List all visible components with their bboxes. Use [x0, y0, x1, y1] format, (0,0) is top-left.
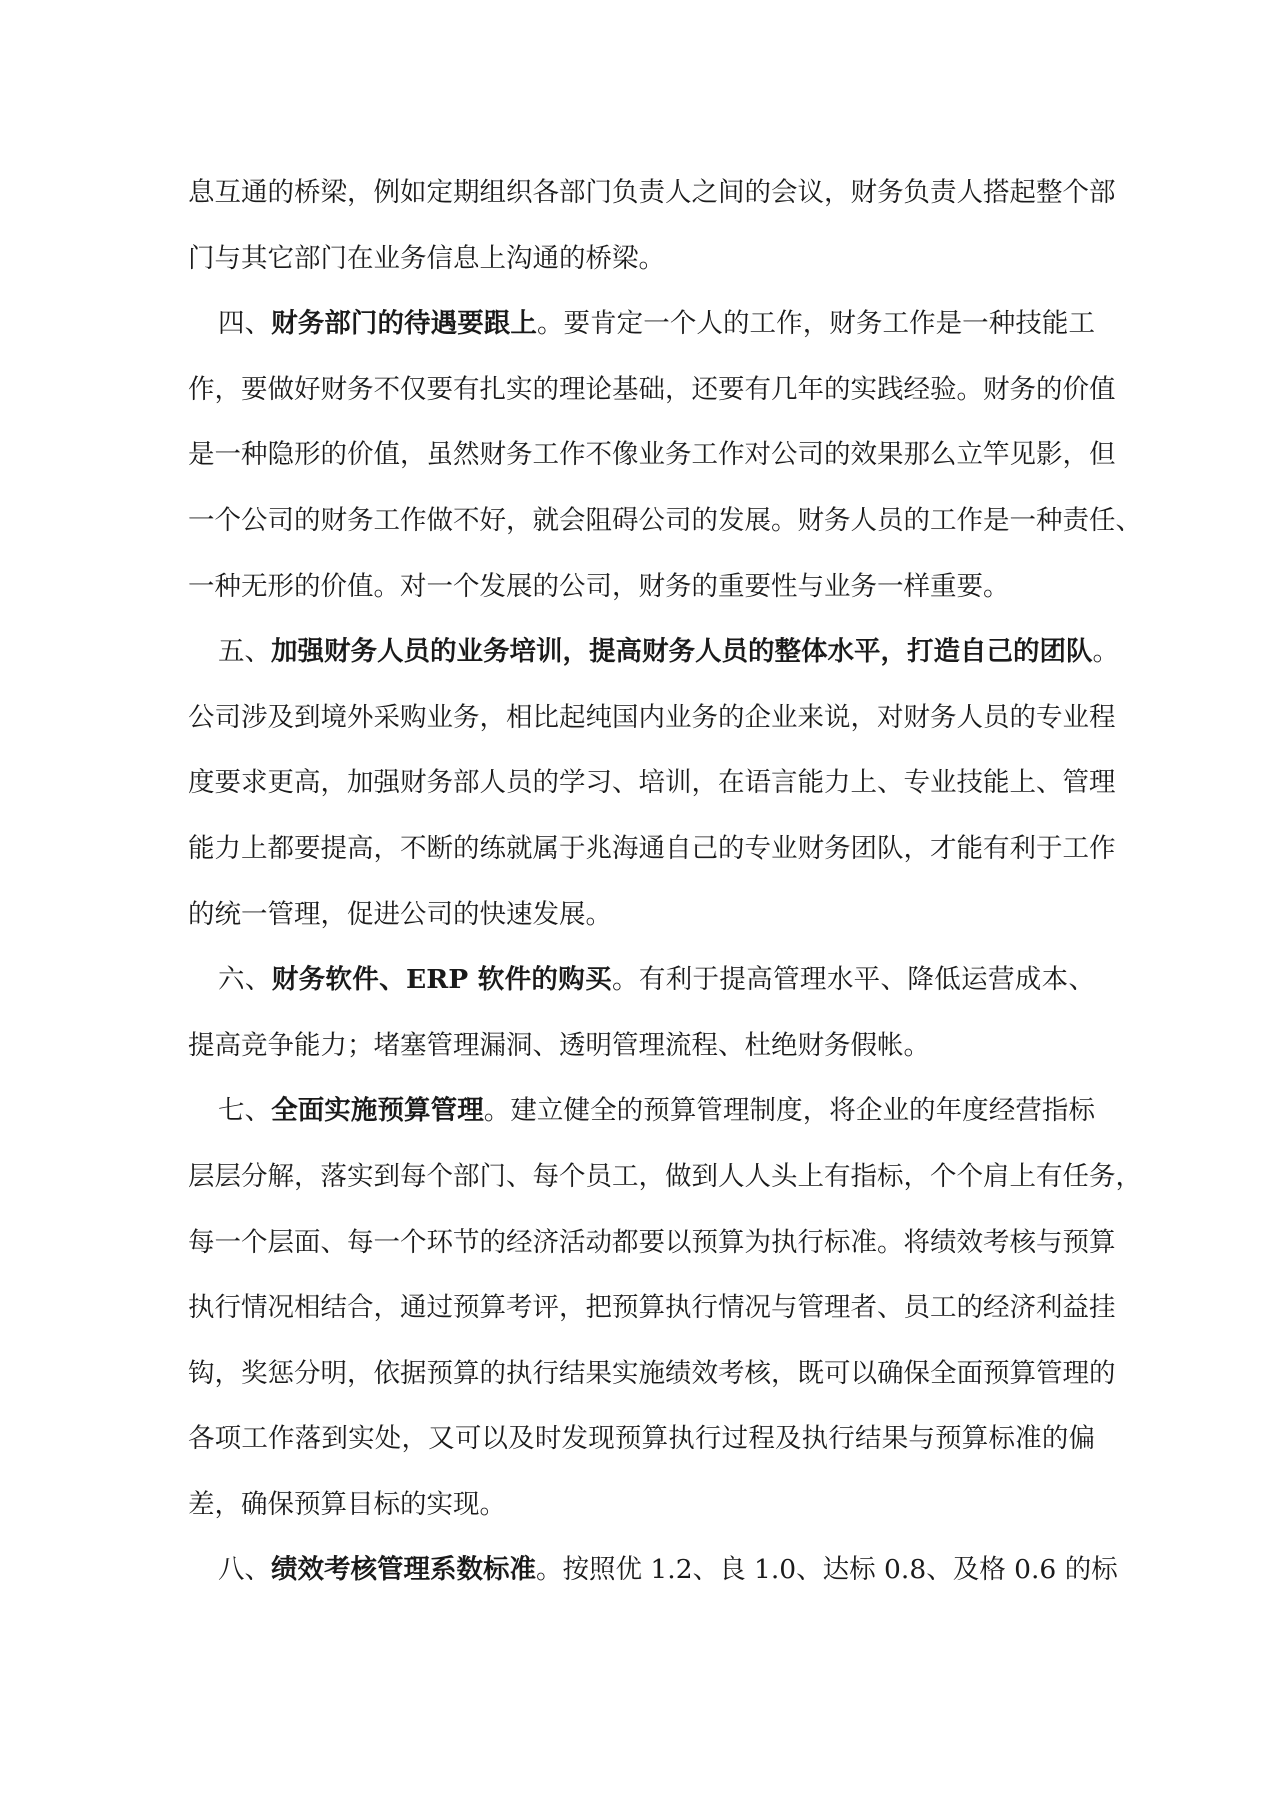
text-line: [188, 291, 1095, 357]
text-line: [188, 488, 1142, 554]
body-text: 门与其它部门在业务信息上沟通的桥梁。: [188, 242, 665, 274]
body-text: 提高竞争能力；堵塞管理漏洞、透明管理流程、杜绝财务假帐。: [188, 1029, 930, 1061]
text-line: [188, 1406, 1095, 1472]
text-line: [188, 1078, 1095, 1144]
text-line: [188, 357, 1116, 423]
bold-heading-text: 加强财务人员的业务培训，提高财务人员的整体水平，打造自己的团队: [271, 636, 1093, 668]
text-line: [188, 882, 1095, 948]
body-text: 五、: [218, 636, 271, 668]
paragraph: [188, 1078, 1142, 1537]
text-line: [188, 422, 1116, 488]
text-line: [188, 1013, 1095, 1079]
bold-heading-text: 财务软件、ERP 软件的购买: [271, 964, 612, 996]
body-text: 一种无形的价值。对一个发展的公司，财务的重要性与业务一样重要。: [188, 570, 1010, 602]
paragraph: [188, 619, 1119, 947]
body-text: 八、: [218, 1554, 271, 1586]
paragraph: [188, 1537, 1118, 1603]
body-text: 四、: [218, 308, 272, 340]
paragraph: [188, 947, 1095, 1078]
body-text: 息互通的桥梁，例如定期组织各部门负责人之间的会议，财务负责人搭起整个部: [188, 177, 1116, 208]
text-line: [188, 226, 1095, 292]
bold-heading-text: 全面实施预算管理: [271, 1095, 484, 1127]
text-line: [188, 947, 1095, 1013]
body-text: 六、: [218, 964, 272, 996]
body-text: 。: [1092, 636, 1119, 668]
body-text: 。有利于提高管理水平、降低运营成本、: [612, 964, 1096, 996]
body-text: 各项工作落到实处，又可以及时发现预算执行过程及执行结果与预算标准的偏: [188, 1423, 1095, 1455]
text-line: [188, 160, 1116, 226]
document-body: [188, 160, 1142, 1603]
body-text: 钩，奖惩分明，依据预算的执行结果实施绩效考核，既可以确保全面预算管理的: [188, 1357, 1116, 1389]
paragraph: [188, 291, 1142, 619]
bold-heading-text: 财务部门的待遇要跟上: [271, 308, 537, 340]
body-text: 公司涉及到境外采购业务，相比起纯国内业务的企业来说，对财务人员的专业程: [188, 701, 1116, 733]
bold-heading-text: 绩效考核管理系数标准: [271, 1554, 536, 1586]
body-text: 每一个层面、每一个环节的经济活动都要以预算为执行标准。将绩效考核与预算: [188, 1226, 1116, 1258]
text-line: [188, 1537, 1118, 1603]
text-line: [188, 1210, 1116, 1276]
text-line: [188, 816, 1116, 882]
body-text: 执行情况相结合，通过预算考评，把预算执行情况与管理者、员工的经济利益挂: [188, 1292, 1116, 1324]
text-line: [188, 1275, 1116, 1341]
body-text: 七、: [218, 1095, 272, 1127]
text-line: [188, 685, 1116, 751]
text-line: [188, 1472, 1095, 1538]
text-line: [188, 1144, 1142, 1210]
body-text: 差，确保预算目标的实现。: [188, 1488, 506, 1520]
text-line: [188, 554, 1095, 620]
body-text: 能力上都要提高，不断的练就属于兆海通自己的专业财务团队，才能有利于工作: [188, 832, 1116, 864]
body-text: 。按照优 1.2、良 1.0、达标 0.8、及格 0.6 的标: [536, 1554, 1118, 1586]
paragraph: [188, 160, 1116, 291]
text-line: [188, 619, 1119, 685]
body-text: 层层分解，落实到每个部门、每个员工，做到人人头上有指标，个个肩上有任务，: [188, 1160, 1142, 1192]
body-text: 是一种隐形的价值，虽然财务工作不像业务工作对公司的效果那么立竿见影，但: [188, 439, 1116, 471]
body-text: 。建立健全的预算管理制度，将企业的年度经营指标: [483, 1095, 1095, 1127]
body-text: 作，要做好财务不仅要有扎实的理论基础，还要有几年的实践经验。财务的价值: [188, 373, 1116, 405]
body-text: 。要肯定一个人的工作，财务工作是一种技能工: [536, 308, 1095, 340]
text-line: [188, 750, 1116, 816]
text-line: [188, 1341, 1116, 1407]
body-text: 度要求更高，加强财务部人员的学习、培训，在语言能力上、专业技能上、管理: [188, 767, 1116, 799]
body-text: 的统一管理，促进公司的快速发展。: [188, 898, 612, 930]
body-text: 一个公司的财务工作做不好，就会阻碍公司的发展。财务人员的工作是一种责任、: [188, 504, 1142, 536]
